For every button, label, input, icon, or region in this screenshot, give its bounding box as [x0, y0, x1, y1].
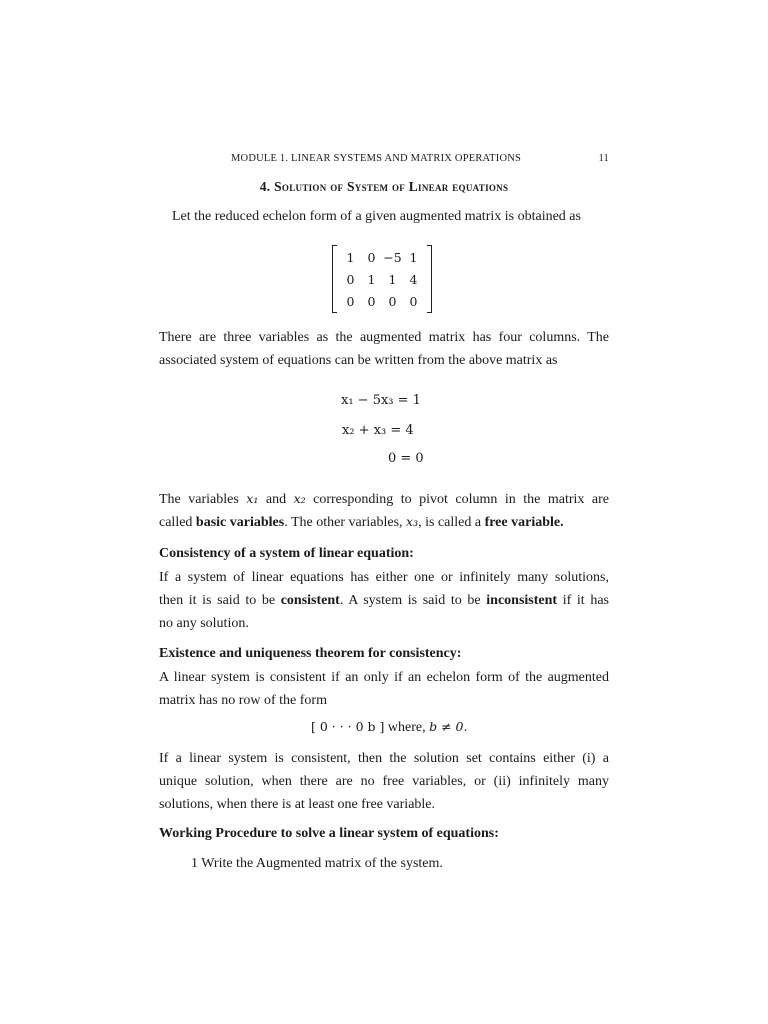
text-line: unique solution, when there are no free variables, or (ii) infinitely many [159, 774, 609, 789]
text-span: if it has [557, 593, 609, 608]
text-line: A linear system is consistent if an only if an echelon form of the augmented [159, 670, 609, 685]
equation-1: x₁ − 5x₃ = 1 [341, 393, 421, 408]
matrix-cell: 0 [346, 271, 355, 287]
term-basic-variables: basic variables [195, 515, 285, 530]
text-line: There are three variables as the augmented matrix has four columns. The [159, 330, 609, 345]
matrix-cell: 1 [409, 249, 418, 265]
solution-set-paragraph [159, 747, 609, 816]
text-span: . The other variables, [284, 515, 407, 530]
text-line: associated system of equations can be written from the above matrix as [159, 353, 558, 368]
math-row-vector: [ 0 · · · 0 b ] [311, 719, 385, 734]
text-span: then it is said to be [159, 593, 281, 608]
text-span: , is called a [418, 515, 485, 530]
matrix-cell: 1 [346, 249, 355, 265]
text-line [159, 487, 609, 510]
matrix-entries [340, 246, 424, 312]
page-number: 11 [598, 153, 609, 164]
matrix-cell: 1 [388, 271, 397, 287]
consistency-paragraph [159, 566, 609, 635]
equation-2: x₂ + x₃ = 4 [342, 423, 414, 438]
text-line: solutions, when there is at least one free variable. [159, 797, 436, 812]
text-span: where, [384, 720, 430, 735]
matrix-cell: 0 [367, 249, 376, 265]
text-line: If a system of linear equations has either one or infinitely many solutions, [159, 570, 609, 585]
theorem-paragraph [159, 666, 609, 712]
matrix-row [340, 268, 424, 290]
matrix-cell: 0 [367, 293, 376, 309]
text-span: The variables [159, 492, 247, 507]
consistency-heading: Consistency of a system of linear equation: [159, 546, 414, 561]
text-span: . A system is said to be [339, 593, 487, 608]
text-line: matrix has no row of the form [159, 693, 327, 708]
matrix-cell: 0 [409, 293, 418, 309]
matrix-left-bracket [332, 245, 337, 313]
matrix-right-bracket [427, 245, 432, 313]
text-span: corresponding to pivot column in the matrix are [305, 492, 609, 507]
text-line: If a linear system is consistent, then the solution set contains either (i) a [159, 751, 609, 766]
equation-3: 0 = 0 [388, 451, 424, 466]
theorem-heading: Existence and uniqueness theorem for consistency: [159, 646, 462, 661]
text-span: and [258, 492, 294, 507]
text-line [159, 510, 609, 533]
term-inconsistent: inconsistent [486, 593, 558, 608]
matrix-cell: 0 [388, 293, 397, 309]
math-x2: x₂ [293, 491, 306, 506]
intro-sentence: Let the reduced echelon form of a given augmented matrix is obtained as [172, 209, 581, 224]
procedure-heading: Working Procedure to solve a linear system of equations: [159, 826, 499, 841]
matrix-row [340, 246, 424, 268]
matrix-cell: 0 [346, 293, 355, 309]
section-title: 4. Solution of System of Linear equations [259, 179, 509, 194]
basic-variables-paragraph [159, 487, 609, 533]
variables-paragraph [159, 326, 609, 372]
matrix-row [340, 290, 424, 312]
math-condition: b ≠ 0. [429, 719, 468, 734]
augmented-matrix [332, 245, 432, 313]
term-consistent: consistent [280, 593, 340, 608]
row-form-expression [311, 719, 467, 736]
math-x3: x₃ [406, 514, 419, 529]
text-span: called [159, 515, 196, 530]
running-title: MODULE 1. LINEAR SYSTEMS AND MATRIX OPERATIONS [231, 153, 522, 164]
matrix-cell: 4 [409, 271, 418, 287]
matrix-cell: −5 [383, 249, 402, 265]
procedure-step-1: 1 Write the Augmented matrix of the system. [191, 856, 443, 871]
math-x1: x₁ [246, 491, 259, 506]
term-free-variable: free variable. [484, 515, 564, 530]
matrix-cell: 1 [367, 271, 376, 287]
text-line: no any solution. [159, 616, 249, 631]
text-line [159, 589, 609, 612]
